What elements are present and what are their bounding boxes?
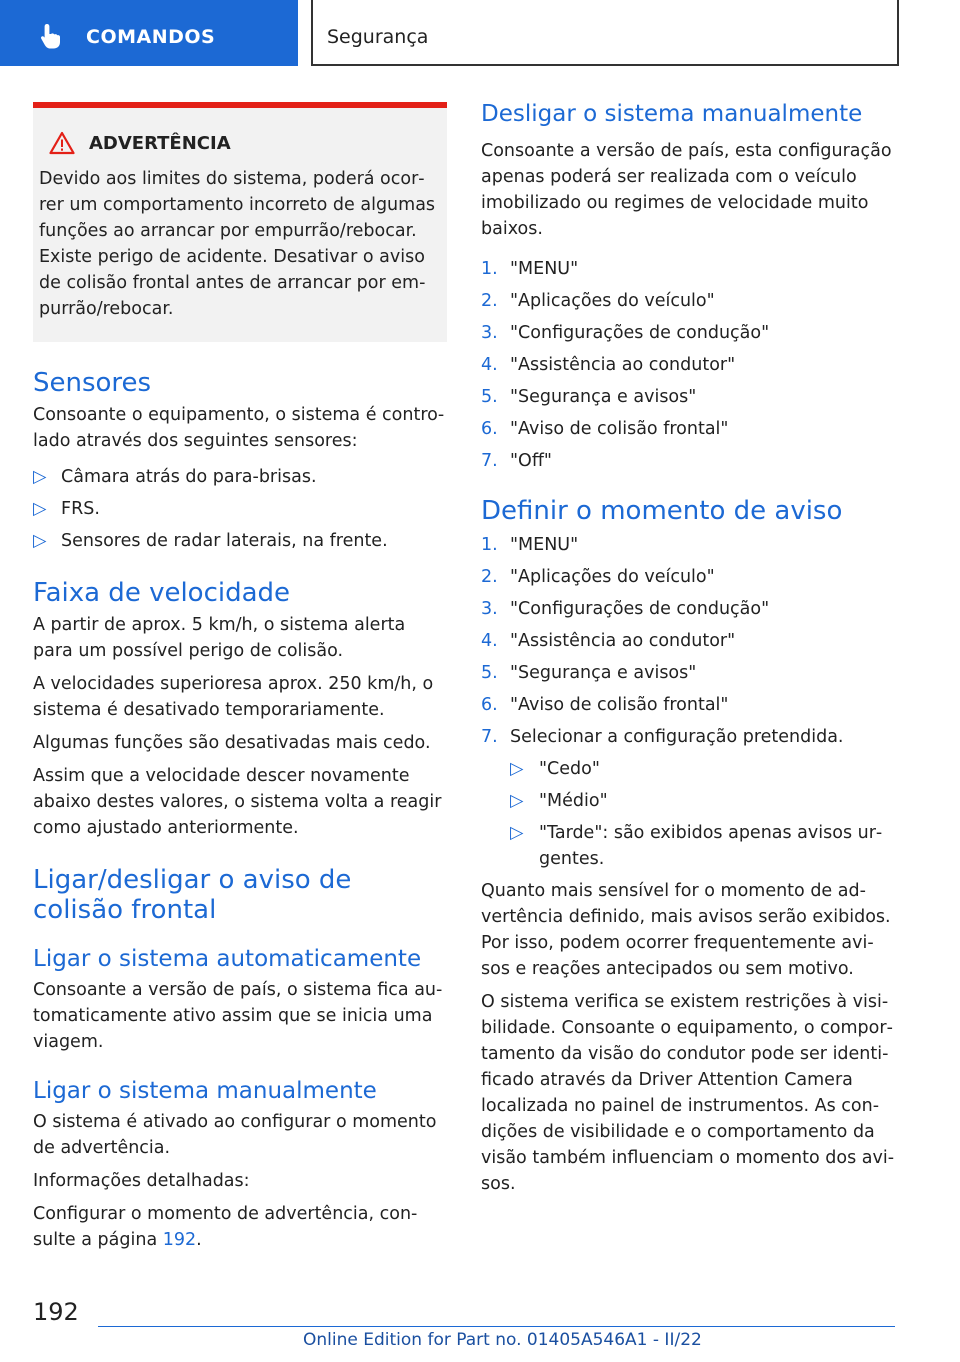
heading-definir: Definir o momento de aviso <box>481 496 843 526</box>
heading-ligar: Ligar/desligar o aviso de colisão frontal <box>33 865 352 925</box>
auto-text: Consoante a versão de país, o sistema fica automaticamente ativo assim que se inicia uma viagem. <box>33 980 443 1052</box>
chapter-label: COMANDOS <box>86 26 216 48</box>
list-item: 2. "Aplicações do veículo" <box>481 291 715 311</box>
list-item: 3. "Configurações de condução" <box>481 323 770 343</box>
list-item: ▷ Sensores de radar laterais, na frente. <box>33 528 447 554</box>
manual-text: O sistema é ativado ao configurar o momento de advertência. <box>33 1112 437 1158</box>
definir-paragraph: O sistema verifica se existem restrições à visibilidade. Consoante o equipamento, o comportamento da visão do condutor pode ser identificado através da Driver Attention Camera localizada no painel de instrumentos. As condições de visibilidade e o comportamento da visão também influenciam o momento dos avisos. <box>481 992 895 1194</box>
list-item: 3. "Configurações de condução" <box>481 599 770 619</box>
triangle-bullet-icon: ▷ <box>33 499 47 519</box>
faixa-paragraph: A velocidades superioresa aprox. 250 km/h, o sistema é desativado temporariamente. <box>33 674 434 720</box>
list-item: ▷ FRS. <box>33 496 447 522</box>
footer-edition: Online Edition for Part no. 01405A546A1 - II/22 <box>303 1330 702 1350</box>
triangle-bullet-icon: ▷ <box>510 823 524 843</box>
list-item: 6. "Aviso de colisão frontal" <box>481 695 729 715</box>
triangle-bullet-icon: ▷ <box>33 467 47 487</box>
faixa-paragraph: A partir de aprox. 5 km/h, o sistema alerta para um possível perigo de colisão. <box>33 615 406 661</box>
desligar-intro: Consoante a versão de país, esta configuração apenas poderá ser realizada com o veículo imobilizado ou regimes de velocidade muito baixos. <box>481 141 892 239</box>
definir-steps <box>481 532 895 872</box>
page-reference: Configurar o momento de advertência, consulte a página 192. <box>33 1204 418 1250</box>
list-item: 5. "Segurança e avisos" <box>481 663 697 683</box>
faixa-paragraph: Assim que a velocidade descer novamente abaixo destes valores, o sistema volta a reagir como ajustado anteriormente. <box>33 766 442 838</box>
warning-triangle-icon <box>49 131 75 155</box>
info-text: Informações detalhadas: <box>33 1171 250 1191</box>
desligar-steps <box>481 256 895 474</box>
list-item: 4. "Assistência ao condutor" <box>481 355 736 375</box>
page-number: 192 <box>33 1298 79 1326</box>
definir-paragraph: Quanto mais sensível for o momento de advertência definido, mais avisos serão exibidos. Por isso, podem ocorrer frequentemente avisos e reações antecipados ou sem motivo. <box>481 881 891 979</box>
right-column <box>481 100 895 1197</box>
chapter-tab[interactable] <box>0 0 298 66</box>
faixa-paragraph: Algumas funções são desativadas mais cedo. <box>33 733 431 753</box>
list-item: 7. "Off" <box>481 451 552 471</box>
list-item: 1. "MENU" <box>481 259 579 279</box>
triangle-bullet-icon: ▷ <box>510 791 524 811</box>
list-item: ▷ "Cedo" <box>510 756 895 782</box>
list-item: ▷ "Tarde": são exibidos apenas avisos urgentes. <box>510 820 895 872</box>
list-item: 4. "Assistência ao condutor" <box>481 631 736 651</box>
heading-manual-off: Desligar o sistema manualmente <box>481 101 863 127</box>
list-item: 6. "Aviso de colisão frontal" <box>481 419 729 439</box>
heading-auto: Ligar o sistema automaticamente <box>33 946 422 972</box>
options-list <box>510 756 895 872</box>
left-column <box>33 102 447 1253</box>
list-item: 5. "Segurança e avisos" <box>481 387 697 407</box>
section-header <box>311 0 899 66</box>
warning-box <box>33 102 447 342</box>
heading-manual-on: Ligar o sistema manualmente <box>33 1078 377 1104</box>
sensores-intro: Consoante o equipamento, o sistema é controlado através dos seguintes sensores: <box>33 405 445 451</box>
sensores-list <box>33 464 447 554</box>
page-link[interactable]: 192 <box>162 1230 197 1250</box>
triangle-bullet-icon: ▷ <box>510 759 524 779</box>
warning-title-text: ADVERTÊNCIA <box>89 133 231 154</box>
footer-divider <box>98 1326 895 1327</box>
list-item: ▷ Câmara atrás do para-brisas. <box>33 464 447 490</box>
warning-title <box>39 130 441 158</box>
list-item: 7. Selecionar a configuração pretendida. ▷ "Cedo" ▷ "Médio" ▷ "Tarde": são exibidos apenas avisos urgentes. <box>481 724 895 872</box>
warning-text: Devido aos limites do sistema, poderá ocorrer um comportamento incorreto de algumas funções ao arrancar por empurrão/rebocar. Existe perigo de acidente. Desativar o aviso de colisão frontal antes de arrancar por empurrão/rebocar. <box>39 169 436 319</box>
hand-pointer-icon <box>38 22 66 50</box>
list-item: 2. "Aplicações do veículo" <box>481 567 715 587</box>
triangle-bullet-icon: ▷ <box>33 531 47 551</box>
heading-sensores: Sensores <box>33 368 152 398</box>
list-item: 1. "MENU" <box>481 535 579 555</box>
section-label: Segurança <box>327 26 429 48</box>
heading-faixa: Faixa de velocidade <box>33 578 291 608</box>
list-item: ▷ "Médio" <box>510 788 895 814</box>
